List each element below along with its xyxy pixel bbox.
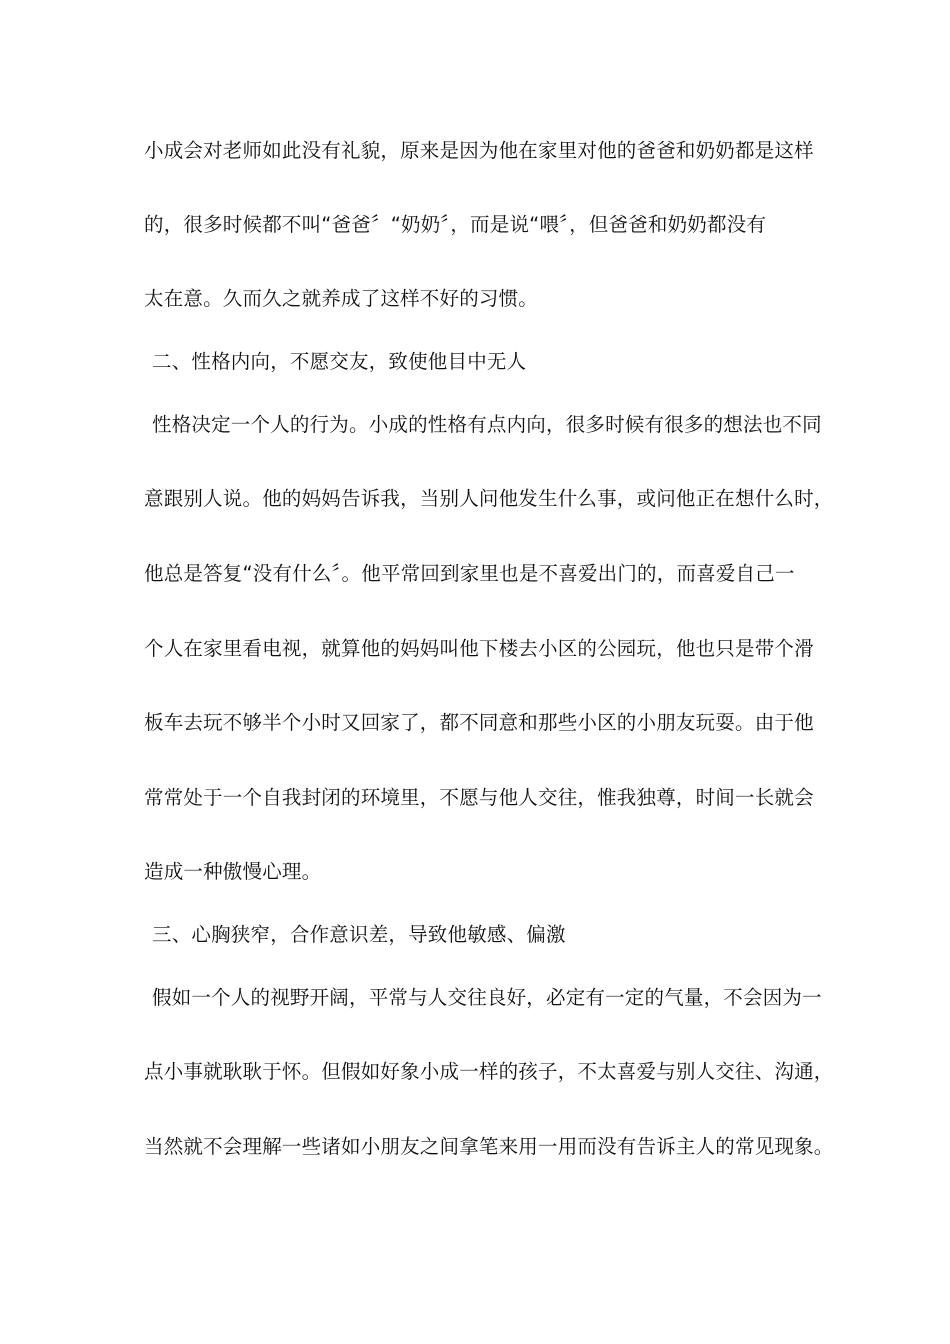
paragraph-line: 太在意。久而久之就养成了这样不好的习惯。 xyxy=(144,287,539,310)
paragraph-line: 个人在家里看电视，就算他的妈妈叫他下楼去小区的公园玩，他也只是带个滑 xyxy=(144,637,814,660)
section-heading: 二、性格内向，不愿交友，致使他目中无人 xyxy=(152,350,527,373)
paragraph-line: 小成会对老师如此没有礼貌，原来是因为他在家里对他的爸爸和奶奶都是这样 xyxy=(144,139,814,162)
paragraph-line: 造成一种傲慢心理。 xyxy=(144,860,322,883)
paragraph-line: 意跟别人说。他的妈妈告诉我，当别人问他发生什么事，或问他正在想什么时， xyxy=(144,487,834,510)
paragraph-line: 常常处于一个自我封闭的环境里，不愿与他人交往，惟我独尊，时间一长就会 xyxy=(144,786,814,809)
paragraph-line: 他总是答复“没有什么〞。他平常回到家里也是不喜爱出门的，而喜爱自己一 xyxy=(144,562,795,585)
paragraph-line: 的，很多时候都不叫“爸爸〞“奶奶〞，而是说“喂〞，但爸爸和奶奶都没有 xyxy=(144,213,767,236)
section-heading: 三、心胸狭窄，合作意识差，导致他敏感、偏激 xyxy=(152,923,566,946)
paragraph-line: 点小事就耿耿于怀。但假如好象小成一样的孩子，不太喜爱与别人交往、沟通， xyxy=(144,1060,834,1083)
paragraph-line: 板车去玩不够半个小时又回家了，都不同意和那些小区的小朋友玩耍。由于他 xyxy=(144,711,814,734)
paragraph-line: 假如一个人的视野开阔，平常与人交往良好，必定有一定的气量，不会因为一 xyxy=(152,986,822,1009)
paragraph-line: 当然就不会理解一些诸如小朋友之间拿笔来用一用而没有告诉主人的常见现象。 xyxy=(144,1135,834,1158)
paragraph-line: 性格决定一个人的行为。小成的性格有点内向，很多时候有很多的想法也不同 xyxy=(152,413,822,436)
